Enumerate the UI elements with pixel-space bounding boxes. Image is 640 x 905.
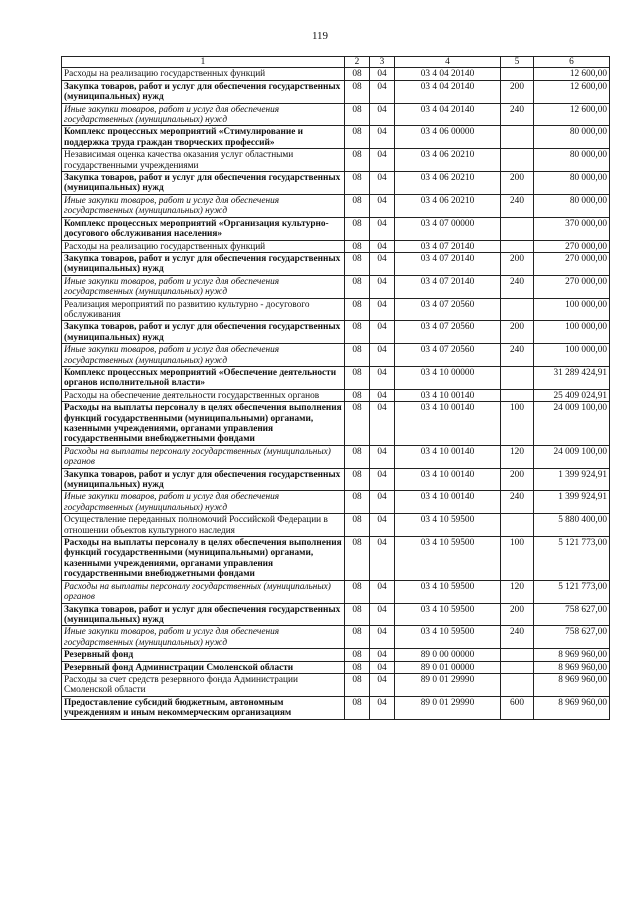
- row-subsection-cell: 04: [370, 661, 395, 673]
- row-amount-cell: 270 000,00: [534, 275, 610, 298]
- table-row: [62, 366, 610, 389]
- row-target-article-cell: 03 4 04 20140: [395, 103, 501, 126]
- row-expense-type-cell: [501, 240, 534, 252]
- row-section-cell: 08: [345, 603, 370, 626]
- row-section-cell: 08: [345, 240, 370, 252]
- row-section-cell: 08: [345, 626, 370, 649]
- row-section-cell: 08: [345, 68, 370, 80]
- row-target-article-cell: 03 4 07 20560: [395, 344, 501, 367]
- row-expense-type-cell: [501, 68, 534, 80]
- row-amount-cell: 100 000,00: [534, 344, 610, 367]
- row-expense-type-cell: [501, 366, 534, 389]
- row-name-cell: Расходы за счет средств резервного фонда Администрации Смоленской области: [62, 673, 345, 696]
- row-target-article-cell: 03 4 10 59500: [395, 580, 501, 603]
- row-section-cell: 08: [345, 366, 370, 389]
- row-subsection-cell: 04: [370, 366, 395, 389]
- row-amount-cell: 24 009 100,00: [534, 402, 610, 446]
- row-expense-type-cell: 600: [501, 696, 534, 719]
- table-row: [62, 673, 610, 696]
- table-row: [62, 68, 610, 80]
- table-row: [62, 580, 610, 603]
- table-row: [62, 194, 610, 217]
- table-row: [62, 445, 610, 468]
- row-section-cell: 08: [345, 194, 370, 217]
- row-name-cell: Независимая оценка качества оказания услуг областными государственными учреждениями: [62, 149, 345, 172]
- row-subsection-cell: 04: [370, 321, 395, 344]
- row-section-cell: 08: [345, 491, 370, 514]
- table-row: [62, 275, 610, 298]
- row-subsection-cell: 04: [370, 468, 395, 491]
- table-body: [62, 68, 610, 719]
- row-subsection-cell: 04: [370, 491, 395, 514]
- table-row: [62, 696, 610, 719]
- row-subsection-cell: 04: [370, 217, 395, 240]
- table-row: [62, 149, 610, 172]
- row-target-article-cell: 03 4 04 20140: [395, 68, 501, 80]
- row-target-article-cell: 03 4 07 20560: [395, 321, 501, 344]
- row-expense-type-cell: 200: [501, 252, 534, 275]
- row-target-article-cell: 03 4 10 59500: [395, 626, 501, 649]
- row-amount-cell: 270 000,00: [534, 252, 610, 275]
- row-name-cell: Резервный фонд: [62, 649, 345, 661]
- row-target-article-cell: 03 4 10 59500: [395, 514, 501, 537]
- table-row: [62, 389, 610, 401]
- row-section-cell: 08: [345, 126, 370, 149]
- table-row: [62, 626, 610, 649]
- table-row: [62, 344, 610, 367]
- row-expense-type-cell: 240: [501, 491, 534, 514]
- row-target-article-cell: 03 4 10 59500: [395, 603, 501, 626]
- row-expense-type-cell: 100: [501, 402, 534, 446]
- row-section-cell: 08: [345, 321, 370, 344]
- row-name-cell: Осуществление переданных полномочий Российской Федерации в отношении объектов культурного наследия: [62, 514, 345, 537]
- row-expense-type-cell: 100: [501, 537, 534, 581]
- row-amount-cell: 8 969 960,00: [534, 696, 610, 719]
- row-name-cell: Расходы на реализацию государственных функций: [62, 68, 345, 80]
- row-expense-type-cell: 240: [501, 275, 534, 298]
- row-subsection-cell: 04: [370, 240, 395, 252]
- row-section-cell: 08: [345, 649, 370, 661]
- row-subsection-cell: 04: [370, 514, 395, 537]
- row-target-article-cell: 89 0 01 29990: [395, 696, 501, 719]
- table-header-row: [62, 57, 610, 68]
- table-row: [62, 491, 610, 514]
- row-section-cell: 08: [345, 673, 370, 696]
- row-name-cell: Иные закупки товаров, работ и услуг для обеспечения государственных (муниципальных) нужд: [62, 103, 345, 126]
- row-subsection-cell: 04: [370, 402, 395, 446]
- header-col-3: 3: [370, 57, 395, 68]
- row-target-article-cell: 03 4 10 00140: [395, 491, 501, 514]
- row-name-cell: Расходы на выплаты персоналу в целях обеспечения выполнения функций государственными (муниципальными) органами, казенными учреждениями, органами управления государственными внебюджетными фондами: [62, 402, 345, 446]
- row-target-article-cell: 03 4 10 59500: [395, 537, 501, 581]
- row-amount-cell: 1 399 924,91: [534, 468, 610, 491]
- table-row: [62, 217, 610, 240]
- row-target-article-cell: 03 4 07 20560: [395, 298, 501, 321]
- row-section-cell: 08: [345, 149, 370, 172]
- page-number: 119: [311, 30, 329, 42]
- row-section-cell: 08: [345, 298, 370, 321]
- row-expense-type-cell: 240: [501, 344, 534, 367]
- row-amount-cell: 25 409 024,91: [534, 389, 610, 401]
- header-col-1: 1: [62, 57, 345, 68]
- table-row: [62, 514, 610, 537]
- table-row: [62, 321, 610, 344]
- row-expense-type-cell: [501, 389, 534, 401]
- row-section-cell: 08: [345, 217, 370, 240]
- budget-table: [61, 56, 610, 720]
- row-section-cell: 08: [345, 172, 370, 195]
- row-subsection-cell: 04: [370, 126, 395, 149]
- row-subsection-cell: 04: [370, 149, 395, 172]
- row-name-cell: Иные закупки товаров, работ и услуг для обеспечения государственных (муниципальных) нужд: [62, 491, 345, 514]
- row-expense-type-cell: 200: [501, 172, 534, 195]
- row-expense-type-cell: [501, 298, 534, 321]
- row-target-article-cell: 03 4 07 20140: [395, 275, 501, 298]
- row-subsection-cell: 04: [370, 298, 395, 321]
- row-name-cell: Комплекс процессных мероприятий «Стимулирование и поддержка труда граждан творческих профессий»: [62, 126, 345, 149]
- row-amount-cell: 31 289 424,91: [534, 366, 610, 389]
- row-amount-cell: 12 600,00: [534, 80, 610, 103]
- row-name-cell: Закупка товаров, работ и услуг для обеспечения государственных (муниципальных) нужд: [62, 172, 345, 195]
- table-row: [62, 468, 610, 491]
- row-name-cell: Комплекс процессных мероприятий «Обеспечение деятельности органов исполнительной власти»: [62, 366, 345, 389]
- row-section-cell: 08: [345, 402, 370, 446]
- table-row: [62, 172, 610, 195]
- row-section-cell: 08: [345, 537, 370, 581]
- row-amount-cell: 758 627,00: [534, 603, 610, 626]
- row-amount-cell: 80 000,00: [534, 126, 610, 149]
- table-row: [62, 603, 610, 626]
- row-expense-type-cell: 200: [501, 80, 534, 103]
- row-name-cell: Закупка товаров, работ и услуг для обеспечения государственных (муниципальных) нужд: [62, 321, 345, 344]
- row-amount-cell: 80 000,00: [534, 149, 610, 172]
- row-name-cell: Расходы на выплаты персоналу в целях обеспечения выполнения функций государственными (муниципальными) органами, казенными учреждениями, органами управления государственными внебюджетными фондами: [62, 537, 345, 581]
- row-subsection-cell: 04: [370, 344, 395, 367]
- row-subsection-cell: 04: [370, 389, 395, 401]
- row-name-cell: Предоставление субсидий бюджетным, автономным учреждениям и иным некоммерческим организациям: [62, 696, 345, 719]
- row-amount-cell: 100 000,00: [534, 321, 610, 344]
- table-row: [62, 402, 610, 446]
- row-subsection-cell: 04: [370, 80, 395, 103]
- row-subsection-cell: 04: [370, 626, 395, 649]
- table-row: [62, 103, 610, 126]
- row-amount-cell: 758 627,00: [534, 626, 610, 649]
- row-subsection-cell: 04: [370, 252, 395, 275]
- row-amount-cell: 80 000,00: [534, 172, 610, 195]
- row-name-cell: Резервный фонд Администрации Смоленской области: [62, 661, 345, 673]
- row-subsection-cell: 04: [370, 172, 395, 195]
- header-col-4: 4: [395, 57, 501, 68]
- row-target-article-cell: 89 0 01 29990: [395, 673, 501, 696]
- row-amount-cell: 5 121 773,00: [534, 537, 610, 581]
- row-amount-cell: 12 600,00: [534, 103, 610, 126]
- row-subsection-cell: 04: [370, 68, 395, 80]
- row-target-article-cell: 03 4 06 20210: [395, 172, 501, 195]
- row-target-article-cell: 03 4 06 20210: [395, 149, 501, 172]
- row-amount-cell: 8 969 960,00: [534, 649, 610, 661]
- row-name-cell: Иные закупки товаров, работ и услуг для обеспечения государственных (муниципальных) нужд: [62, 194, 345, 217]
- row-name-cell: Иные закупки товаров, работ и услуг для обеспечения государственных (муниципальных) нужд: [62, 344, 345, 367]
- row-expense-type-cell: 120: [501, 445, 534, 468]
- row-expense-type-cell: 200: [501, 603, 534, 626]
- row-amount-cell: 370 000,00: [534, 217, 610, 240]
- row-expense-type-cell: [501, 149, 534, 172]
- row-section-cell: 08: [345, 468, 370, 491]
- row-name-cell: Закупка товаров, работ и услуг для обеспечения государственных (муниципальных) нужд: [62, 80, 345, 103]
- row-name-cell: Закупка товаров, работ и услуг для обеспечения государственных (муниципальных) нужд: [62, 603, 345, 626]
- row-subsection-cell: 04: [370, 445, 395, 468]
- header-col-6: 6: [534, 57, 610, 68]
- row-name-cell: Реализация мероприятий по развитию культурно - досугового обслуживания: [62, 298, 345, 321]
- row-name-cell: Расходы на обеспечение деятельности государственных органов: [62, 389, 345, 401]
- row-target-article-cell: 03 4 10 00140: [395, 402, 501, 446]
- table-row: [62, 240, 610, 252]
- row-expense-type-cell: 200: [501, 321, 534, 344]
- row-section-cell: 08: [345, 580, 370, 603]
- table-row: [62, 298, 610, 321]
- row-target-article-cell: 03 4 10 00140: [395, 389, 501, 401]
- row-target-article-cell: 03 4 06 00000: [395, 126, 501, 149]
- row-amount-cell: 8 969 960,00: [534, 673, 610, 696]
- row-expense-type-cell: [501, 514, 534, 537]
- row-section-cell: 08: [345, 252, 370, 275]
- row-subsection-cell: 04: [370, 649, 395, 661]
- row-expense-type-cell: 240: [501, 194, 534, 217]
- table-row: [62, 126, 610, 149]
- row-target-article-cell: 03 4 06 20210: [395, 194, 501, 217]
- row-target-article-cell: 03 4 04 20140: [395, 80, 501, 103]
- header-col-5: 5: [501, 57, 534, 68]
- table-row: [62, 252, 610, 275]
- row-amount-cell: 12 600,00: [534, 68, 610, 80]
- row-name-cell: Расходы на реализацию государственных функций: [62, 240, 345, 252]
- row-name-cell: Расходы на выплаты персоналу государственных (муниципальных) органов: [62, 445, 345, 468]
- row-name-cell: Закупка товаров, работ и услуг для обеспечения государственных (муниципальных) нужд: [62, 468, 345, 491]
- row-subsection-cell: 04: [370, 580, 395, 603]
- row-subsection-cell: 04: [370, 194, 395, 217]
- row-name-cell: Комплекс процессных мероприятий «Организация культурно-досугового обслуживания населения»: [62, 217, 345, 240]
- row-section-cell: 08: [345, 696, 370, 719]
- table-row: [62, 661, 610, 673]
- row-section-cell: 08: [345, 445, 370, 468]
- row-subsection-cell: 04: [370, 537, 395, 581]
- row-subsection-cell: 04: [370, 673, 395, 696]
- row-target-article-cell: 03 4 07 20140: [395, 252, 501, 275]
- row-amount-cell: 80 000,00: [534, 194, 610, 217]
- row-expense-type-cell: 240: [501, 103, 534, 126]
- row-name-cell: Закупка товаров, работ и услуг для обеспечения государственных (муниципальных) нужд: [62, 252, 345, 275]
- row-expense-type-cell: [501, 126, 534, 149]
- row-name-cell: Расходы на выплаты персоналу государственных (муниципальных) органов: [62, 580, 345, 603]
- row-subsection-cell: 04: [370, 696, 395, 719]
- header-col-2: 2: [345, 57, 370, 68]
- row-expense-type-cell: 120: [501, 580, 534, 603]
- row-amount-cell: 24 009 100,00: [534, 445, 610, 468]
- row-expense-type-cell: [501, 673, 534, 696]
- row-name-cell: Иные закупки товаров, работ и услуг для обеспечения государственных (муниципальных) нужд: [62, 275, 345, 298]
- row-amount-cell: 100 000,00: [534, 298, 610, 321]
- table-row: [62, 80, 610, 103]
- row-section-cell: 08: [345, 275, 370, 298]
- row-target-article-cell: 03 4 07 20140: [395, 240, 501, 252]
- row-target-article-cell: 03 4 07 00000: [395, 217, 501, 240]
- row-subsection-cell: 04: [370, 603, 395, 626]
- row-target-article-cell: 89 0 00 00000: [395, 649, 501, 661]
- row-expense-type-cell: [501, 649, 534, 661]
- row-amount-cell: 1 399 924,91: [534, 491, 610, 514]
- row-amount-cell: 8 969 960,00: [534, 661, 610, 673]
- row-name-cell: Иные закупки товаров, работ и услуг для обеспечения государственных (муниципальных) нужд: [62, 626, 345, 649]
- row-target-article-cell: 03 4 10 00000: [395, 366, 501, 389]
- row-subsection-cell: 04: [370, 103, 395, 126]
- row-target-article-cell: 03 4 10 00140: [395, 468, 501, 491]
- row-section-cell: 08: [345, 80, 370, 103]
- table-row: [62, 537, 610, 581]
- row-section-cell: 08: [345, 103, 370, 126]
- row-section-cell: 08: [345, 661, 370, 673]
- row-target-article-cell: 89 0 01 00000: [395, 661, 501, 673]
- row-expense-type-cell: 200: [501, 468, 534, 491]
- row-section-cell: 08: [345, 389, 370, 401]
- row-section-cell: 08: [345, 514, 370, 537]
- table-row: [62, 649, 610, 661]
- row-expense-type-cell: 240: [501, 626, 534, 649]
- row-amount-cell: 5 880 400,00: [534, 514, 610, 537]
- row-amount-cell: 5 121 773,00: [534, 580, 610, 603]
- row-subsection-cell: 04: [370, 275, 395, 298]
- row-expense-type-cell: [501, 217, 534, 240]
- row-target-article-cell: 03 4 10 00140: [395, 445, 501, 468]
- row-expense-type-cell: [501, 661, 534, 673]
- row-amount-cell: 270 000,00: [534, 240, 610, 252]
- row-section-cell: 08: [345, 344, 370, 367]
